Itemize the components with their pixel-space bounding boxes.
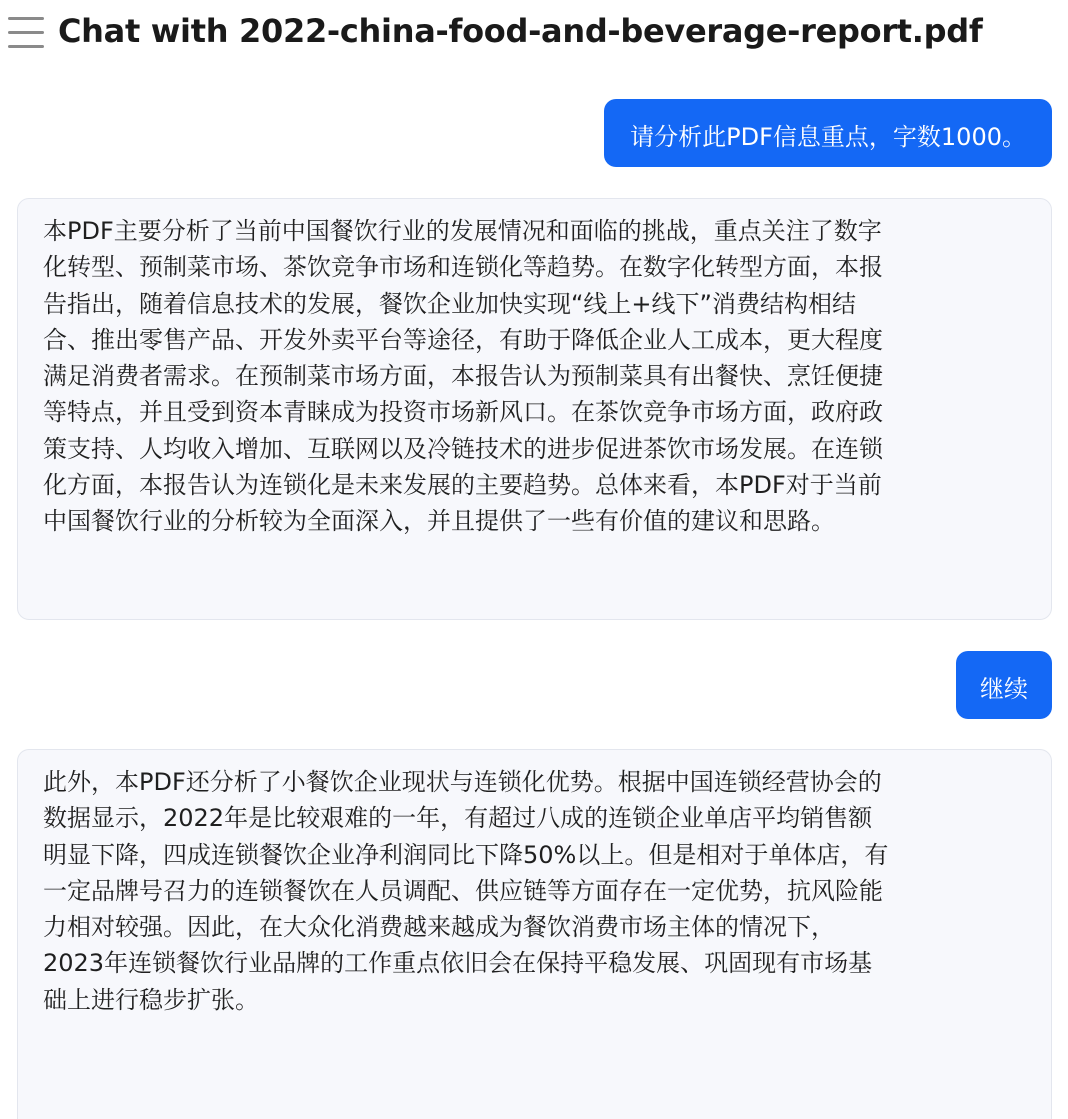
message-line: 此外，本PDF还分析了小餐饮企业现状与连锁化优势。根据中国连锁经营协会的 (43, 768, 882, 796)
chat-header (0, 0, 1068, 66)
message-line: 化方面，本报告认为连锁化是未来发展的主要趋势。总体来看，本PDF对于当前 (43, 471, 882, 500)
message-line: 数据显示，2022年是比较艰难的一年，有超过八成的连锁企业单店平均销售额 (43, 804, 873, 833)
message-line: 一定品牌号召力的连锁餐饮在人员调配、供应链等方面存在一定优势，抗风险能 (43, 876, 883, 905)
page-title: Chat with 2022-china-food-and-beverage-report.pdf (58, 12, 983, 50)
message-line: 中国餐饮行业的分析较为全面深入，并且提供了一些有价值的建议和思路。 (43, 507, 835, 536)
user-message[interactable]: 请分析此PDF信息重点，字数1000。 (604, 99, 1052, 167)
assistant-message (17, 749, 1052, 1119)
message-line: 明显下降，四成连锁餐饮企业净利润同比下降50%以上。但是相对于单体店，有 (43, 840, 889, 869)
message-line: 力相对较强。因此，在大众化消费越来越成为餐饮消费市场主体的情况下， (43, 913, 835, 942)
message-line: 告指出，随着信息技术的发展，餐饮企业加快实现“线上+线下”消费结构相结 (43, 289, 856, 318)
message-line: 满足消费者需求。在预制菜市场方面，本报告认为预制菜具有出餐快、烹饪便捷 (43, 362, 883, 391)
message-line: 合、推出零售产品、开发外卖平台等途径，有助于降低企业人工成本，更大程度 (43, 325, 883, 354)
hamburger-menu-icon[interactable] (8, 15, 44, 49)
user-message[interactable]: 继续 (956, 651, 1052, 719)
assistant-message (17, 198, 1052, 620)
message-line: 等特点，并且受到资本青睐成为投资市场新风口。在茶饮竞争市场方面，政府政 (43, 398, 883, 427)
message-line: 化转型、预制菜市场、茶饮竞争市场和连锁化等趋势。在数字化转型方面，本报 (43, 253, 883, 282)
message-line: 本PDF主要分析了当前中国餐饮行业的发展情况和面临的挑战，重点关注了数字 (43, 217, 882, 245)
message-line: 础上进行稳步扩张。 (43, 985, 259, 1014)
message-line: 2023年连锁餐饮行业品牌的工作重点依旧会在保持平稳发展、巩固现有市场基 (43, 949, 873, 978)
message-line: 策支持、人均收入增加、互联网以及冷链技术的进步促进茶饮市场发展。在连锁 (43, 434, 883, 463)
